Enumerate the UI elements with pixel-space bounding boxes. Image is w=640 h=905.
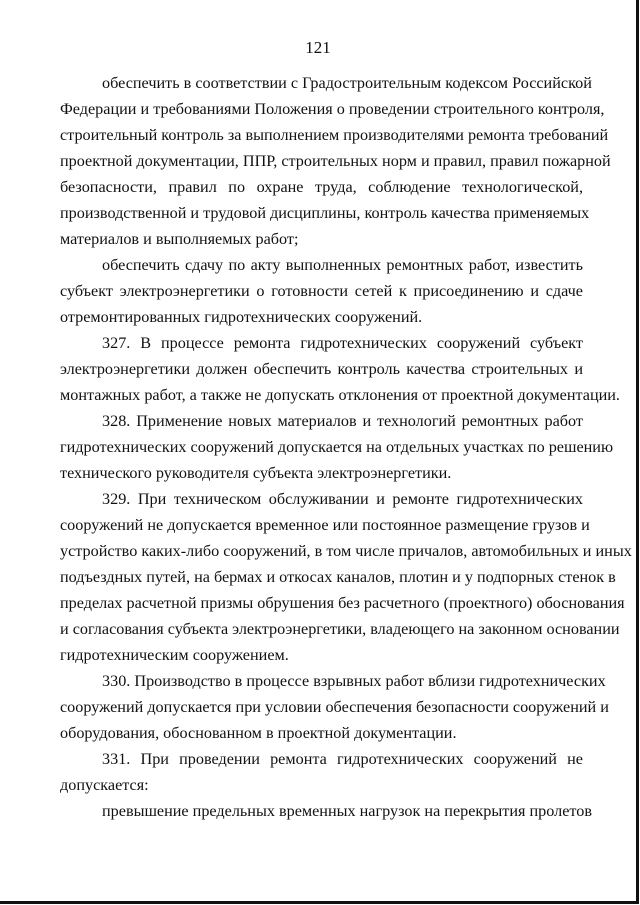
text-line: материалов и выполняемых работ;	[60, 230, 299, 248]
text-line: сооружений допускается при условии обеспечения безопасности сооружений и	[60, 698, 609, 716]
text-line: безопасности, правил по охране труда, соблюдение технологической,	[60, 178, 583, 196]
text-line: строительный контроль за выполнением производителями ремонта требований	[60, 126, 609, 144]
text-line: и согласования субъекта электроэнергетики, владеющего на законном основании	[60, 620, 620, 638]
text-line: 329. При техническом обслуживании и ремонте гидротехнических	[102, 490, 583, 508]
text-line: гидротехническим сооружением.	[60, 646, 289, 664]
text-line: 328. Применение новых материалов и технологий ремонтных работ	[102, 412, 583, 430]
text-line: устройство каких-либо сооружений, в том числе причалов, автомобильных и иных	[60, 542, 632, 560]
text-line: субъект электроэнергетики о готовности сетей к присоединению и сдаче	[60, 282, 583, 300]
text-line: обеспечить в соответствии с Градостроительным кодексом Российской	[102, 74, 592, 92]
text-line: отремонтированных гидротехнических сооружений.	[60, 308, 423, 326]
text-line: 330. Производство в процессе взрывных работ вблизи гидротехнических	[102, 672, 606, 690]
text-line: пределах расчетной призмы обрушения без расчетного (проектного) обоснования	[60, 594, 625, 612]
paragraph-329	[60, 486, 632, 668]
text-line: Федерации и требованиями Положения о проведении строительного контроля,	[60, 100, 605, 118]
paragraph-331	[60, 746, 583, 798]
text-line: технического руководителя субъекта электроэнергетики.	[60, 464, 452, 482]
paragraph-328	[60, 408, 614, 486]
text-line: монтажных работ, а также не допускать отклонения от проектной документации.	[60, 386, 620, 404]
document-body	[60, 70, 632, 824]
paragraph-330	[60, 668, 609, 746]
text-line: подъездных путей, на бермах и откосах каналов, плотин и у подпорных стенок в	[60, 568, 616, 586]
page-number: 121	[305, 38, 331, 57]
paragraph-exceeding-loads	[60, 798, 592, 824]
text-line: сооружений не допускается временное или постоянное размещение грузов и	[60, 516, 590, 534]
text-line: проектной документации, ППР, строительных норм и правил, правил пожарной	[60, 152, 611, 170]
text-line: 331. При проведении ремонта гидротехнических сооружений не	[102, 750, 583, 768]
paragraph-provide-handover	[60, 252, 583, 330]
text-line: 327. В процессе ремонта гидротехнических сооружений субъект	[102, 334, 583, 352]
paragraph-provide-control	[60, 70, 611, 252]
text-line: производственной и трудовой дисциплины, контроль качества применяемых	[60, 204, 590, 222]
text-line: превышение предельных временных нагрузок на перекрытия пролетов	[102, 802, 592, 820]
text-line: электроэнергетики должен обеспечить контроль качества строительных и	[60, 360, 583, 378]
paragraph-327	[60, 330, 620, 408]
text-line: гидротехнических сооружений допускается на отдельных участках по решению	[60, 438, 614, 456]
text-line: допускается:	[60, 776, 149, 794]
text-line: оборудования, обоснованном в проектной документации.	[60, 724, 457, 742]
text-line: обеспечить сдачу по акту выполненных ремонтных работ, известить	[102, 256, 583, 274]
